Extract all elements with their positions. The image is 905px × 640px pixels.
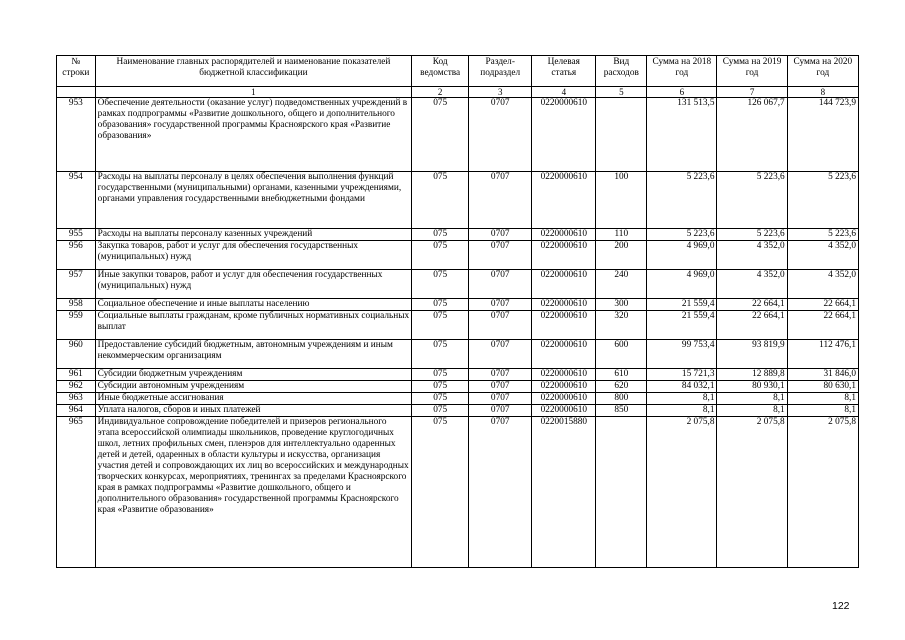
row-expense-type: 610 [596,369,647,381]
row-number: 956 [57,241,96,270]
row-sum-2018: 84 032,1 [647,381,717,393]
row-expense-type: 620 [596,381,647,393]
row-sum-2020: 80 630,1 [787,381,858,393]
row-dept-code: 075 [412,381,469,393]
row-sum-2019: 126 067,7 [717,98,787,172]
row-name: Расходы на выплаты персоналу казенных учреждений [95,229,412,241]
row-sum-2019: 8,1 [717,405,787,417]
row-expense-type: 800 [596,393,647,405]
table-body [57,98,859,568]
row-sum-2019: 5 223,6 [717,229,787,241]
table-row [57,229,859,241]
header-expense-type: Вид расходов [596,56,647,87]
row-expense-type: 600 [596,340,647,369]
table-header-row [57,56,859,87]
budget-table [56,55,859,568]
row-target-article: 0220000610 [532,340,596,369]
row-target-article: 0220000610 [532,381,596,393]
row-expense-type [596,98,647,172]
row-expense-type: 240 [596,270,647,299]
row-sum-2019: 8,1 [717,393,787,405]
row-name: Уплата налогов, сборов и иных платежей [95,405,412,417]
table-row [57,405,859,417]
row-section: 0707 [469,229,532,241]
row-target-article: 0220000610 [532,98,596,172]
row-sum-2020: 112 476,1 [787,340,858,369]
row-number: 960 [57,340,96,369]
table-row [57,241,859,270]
row-sum-2020: 4 352,0 [787,270,858,299]
row-sum-2018: 21 559,4 [647,299,717,311]
row-target-article: 0220015880 [532,417,596,568]
row-sum-2018: 4 969,0 [647,241,717,270]
row-name: Закупка товаров, работ и услуг для обеспечения государственных (муниципальных) нужд [95,241,412,270]
row-number: 963 [57,393,96,405]
row-name: Расходы на выплаты персоналу в целях обеспечения выполнения функций государственными (муниципальными) органами, казенными учреждениями, органами управления государственными внебюджетными фондами [95,172,412,229]
row-dept-code: 075 [412,417,469,568]
row-expense-type: 100 [596,172,647,229]
row-target-article: 0220000610 [532,369,596,381]
row-dept-code: 075 [412,299,469,311]
table-row [57,340,859,369]
row-target-article: 0220000610 [532,393,596,405]
row-sum-2018: 131 513,5 [647,98,717,172]
row-section: 0707 [469,369,532,381]
row-section: 0707 [469,393,532,405]
row-sum-2020: 22 664,1 [787,299,858,311]
row-sum-2019: 2 075,8 [717,417,787,568]
column-number-row [57,87,859,98]
row-sum-2020: 4 352,0 [787,241,858,270]
row-sum-2020: 31 846,0 [787,369,858,381]
row-expense-type: 110 [596,229,647,241]
row-dept-code: 075 [412,229,469,241]
row-number: 958 [57,299,96,311]
table-row [57,369,859,381]
table-row [57,311,859,340]
column-number: 1 [95,87,412,98]
row-section: 0707 [469,98,532,172]
row-section: 0707 [469,270,532,299]
row-target-article: 0220000610 [532,172,596,229]
row-section: 0707 [469,172,532,229]
row-sum-2019: 80 930,1 [717,381,787,393]
row-sum-2020: 8,1 [787,405,858,417]
row-number: 953 [57,98,96,172]
row-target-article: 0220000610 [532,241,596,270]
table-row [57,270,859,299]
row-section: 0707 [469,417,532,568]
column-number: 4 [532,87,596,98]
row-sum-2020: 22 664,1 [787,311,858,340]
page-number: 122 [832,600,850,612]
row-dept-code: 075 [412,369,469,381]
row-expense-type: 850 [596,405,647,417]
row-sum-2018: 5 223,6 [647,172,717,229]
row-expense-type [596,417,647,568]
row-number: 964 [57,405,96,417]
row-sum-2020: 5 223,6 [787,172,858,229]
row-dept-code: 075 [412,393,469,405]
row-dept-code: 075 [412,340,469,369]
row-number: 962 [57,381,96,393]
row-name: Социальные выплаты гражданам, кроме публичных нормативных социальных выплат [95,311,412,340]
row-sum-2019: 4 352,0 [717,241,787,270]
row-sum-2019: 93 819,9 [717,340,787,369]
row-sum-2018: 2 075,8 [647,417,717,568]
header-name: Наименование главных распорядителей и наименование показателей бюджетной классификации [95,56,412,87]
column-number: 8 [787,87,858,98]
row-name: Обеспечение деятельности (оказание услуг) подведомственных учреждений в рамках подпрограммы «Развитие дошкольного, общего и дополнительного образования» государственной программы Красноярского края «Развитие образования» [95,98,412,172]
row-sum-2019: 22 664,1 [717,299,787,311]
row-target-article: 0220000610 [532,311,596,340]
row-sum-2018: 8,1 [647,405,717,417]
column-number: 3 [469,87,532,98]
row-section: 0707 [469,405,532,417]
table-row [57,299,859,311]
row-number: 955 [57,229,96,241]
row-number: 957 [57,270,96,299]
column-number-blank [57,87,96,98]
table-row [57,393,859,405]
row-name: Субсидии автономным учреждениям [95,381,412,393]
row-sum-2020: 144 723,9 [787,98,858,172]
row-sum-2020: 8,1 [787,393,858,405]
row-sum-2019: 12 889,8 [717,369,787,381]
row-sum-2020: 2 075,8 [787,417,858,568]
row-dept-code: 075 [412,98,469,172]
row-sum-2018: 99 753,4 [647,340,717,369]
row-name: Иные закупки товаров, работ и услуг для обеспечения государственных (муниципальных) нужд [95,270,412,299]
row-dept-code: 075 [412,241,469,270]
row-name: Субсидии бюджетным учреждениям [95,369,412,381]
header-sum-2020: Сумма на 2020 год [787,56,858,87]
row-target-article: 0220000610 [532,405,596,417]
row-section: 0707 [469,340,532,369]
row-sum-2018: 4 969,0 [647,270,717,299]
column-number: 2 [412,87,469,98]
table-row [57,381,859,393]
row-number: 965 [57,417,96,568]
table-row [57,98,859,172]
row-expense-type: 320 [596,311,647,340]
row-name: Предоставление субсидий бюджетным, автономным учреждениям и иным некоммерческим организациям [95,340,412,369]
row-sum-2019: 22 664,1 [717,311,787,340]
row-number: 961 [57,369,96,381]
row-dept-code: 075 [412,270,469,299]
row-section: 0707 [469,381,532,393]
row-name: Иные бюджетные ассигнования [95,393,412,405]
row-sum-2019: 4 352,0 [717,270,787,299]
header-row-number: № строки [57,56,96,87]
row-sum-2019: 5 223,6 [717,172,787,229]
header-sum-2018: Сумма на 2018 год [647,56,717,87]
row-sum-2018: 8,1 [647,393,717,405]
row-name: Индивидуальное сопровождение победителей и призеров регионального этапа всероссийской олимпиады школьников, проведение круглогодичных школ, летних профильных смен, пленэров для интеллектуально одаренных детей и детей, одаренных в области культуры и искусства, организация участия детей и сопровождающих их лиц во всероссийских и международных творческих конкурсах, мероприятиях, тренингах за пределами Красноярского края в рамках подпрограммы «Развитие дошкольного, общего и дополнительного образования» государственной программы Красноярского края «Развитие образования» [95,417,412,568]
column-number: 7 [717,87,787,98]
row-expense-type: 200 [596,241,647,270]
header-dept-code: Код ведомства [412,56,469,87]
row-number: 959 [57,311,96,340]
header-sum-2019: Сумма на 2019 год [717,56,787,87]
row-expense-type: 300 [596,299,647,311]
row-dept-code: 075 [412,172,469,229]
row-number: 954 [57,172,96,229]
row-sum-2018: 5 223,6 [647,229,717,241]
row-sum-2018: 21 559,4 [647,311,717,340]
document-page [56,55,859,568]
column-number: 5 [596,87,647,98]
row-dept-code: 075 [412,405,469,417]
row-target-article: 0220000610 [532,229,596,241]
row-section: 0707 [469,241,532,270]
row-sum-2020: 5 223,6 [787,229,858,241]
row-target-article: 0220000610 [532,299,596,311]
row-sum-2018: 15 721,3 [647,369,717,381]
row-section: 0707 [469,299,532,311]
row-section: 0707 [469,311,532,340]
row-name: Социальное обеспечение и иные выплаты населению [95,299,412,311]
column-number: 6 [647,87,717,98]
table-row [57,417,859,568]
header-section: Раздел-подраздел [469,56,532,87]
row-dept-code: 075 [412,311,469,340]
table-row [57,172,859,229]
row-target-article: 0220000610 [532,270,596,299]
header-target-article: Целевая статья [532,56,596,87]
